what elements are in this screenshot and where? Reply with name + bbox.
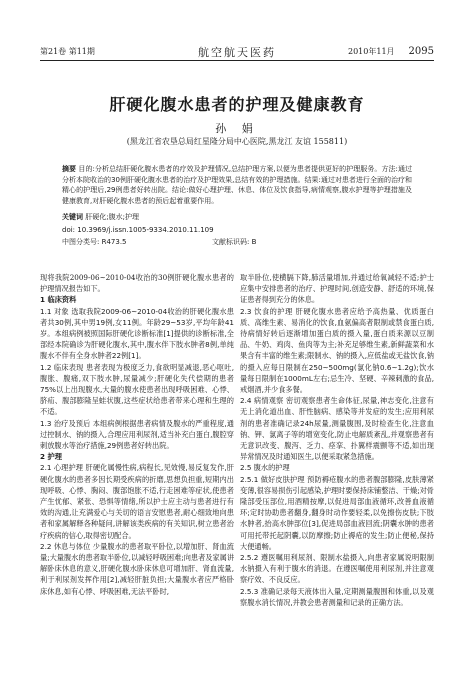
clc-label: 中图分类号: [62,238,100,246]
date-and-page [348,46,434,57]
paragraph: 取半卧位,使横膈下降,肺活量增加,并通过给氧减轻不适;护士应集中安排患者的治疗、护理时间,创造安静、舒适的环境,保证患者得到充分的休息。 [240,273,434,305]
paragraph: 2.1 心理护理 肝硬化属慢性病,病程长,见效慢,易反复发作,肝硬化腹水的患者多因长期受疾病的折磨,思想负担重,短期内出现呼吸、心悸、胸闷、腹部饱胀不适,行走困难等症状,使患者产生忧郁、紧张、恐惧等情绪,所以护士应主动与患者进行有效的沟通,让充满爱心与关切的语言安慰患者,耐心细致地向患者和家属解释各种疑问,讲解该类疾病的有关知识,树立患者治疗疾病的信心,取得密切配合。 [40,463,234,540]
author-affiliation: (黑龙江省农垦总局红星隆分局中心医院,黑龙江 友谊 155811) [126,137,348,146]
doc-code-label: 文献标识码: [212,238,250,246]
doc-code-value: B [251,238,257,246]
journal-name: 航空航天医药 [198,46,276,59]
body-column-left [40,272,234,597]
paragraph: 2.5.2 遵医嘱用利尿剂、限制水盐摄入,向患者家属说明限制水钠摄入有利于腹水的消退。在遵医嘱使用利尿剂,并注意观察疗效、不良反应。 [240,553,434,585]
doi-label: doi: [62,226,76,234]
article-title: 肝硬化腹水患者的护理及健康教育 [109,95,365,114]
paragraph: 2.3 饮食的护理 肝硬化腹水患者应给予高热量、优质蛋白质、高维生素、易消化的饮食,血氨偏高者限制或禁食蛋白质,待病情好转后逐渐增加蛋白质的摄入量,蛋白质来源以豆制品、牛奶、鸡肉、鱼肉等为主;补充足够维生素,新鲜蔬菜和水果含有丰富的维生素;限制水、钠的摄入,应低盐或无盐饮食,钠的摄入应每日限制在250~500mg(氯化钠0.6~1.2g);饮水量每日限制在1000mL左右;忌生冷、坚硬、辛辣刺激的食品,戒烟酒,并少食多餐。 [240,306,434,395]
page-number: 2095 [408,46,434,57]
section-heading: 1 临床资料 [40,295,77,305]
paragraph: 2.4 病情观察 密切观察患者生命体征,尿量,神志变化,注意有无上消化道出血、肝性脑病、感染等并发症的发生;应用利尿剂的患者准确记录24h尿量,测量腹围,及时检查生化,注意血钠、钾、氯离子等的增宽变化,防止电解质紊乱,并观察患者有无意识改变、腹泻、乏力、痉挛、扑翼样震颤等不适,如出现异常情况及时通知医生,以便采取紧急措施。 [240,396,434,462]
body-column-right [240,272,434,608]
paragraph: 2.5.1 做好皮肤护理 预防褥疮腹水的患者腹部膨隆,皮肤薄紧变薄,很容易损伤引起感染,护理时要保持床铺整洁、干燥;对骨隆部受压部位,用酒精按摩,以促进局部血液循环,改善血液循环;定时协助患者翻身,翻身时动作要轻柔,以免擦伤皮肤;下肢水肿者,抬高水肿部位[3],促进局部血液回流;阴囊水肿的患者可用托带托起阴囊,以防摩擦;防止褥疮的发生;防止便秘,保持大便通畅。 [240,474,434,551]
paragraph: 2.5 腹水的护理 [240,463,290,473]
keywords [62,212,139,222]
issue-date: 2010年11月 [348,47,395,56]
abstract-text: 目的:分析总结肝硬化腹水患者的疗效及护理情况,总结护理方案,以便为患者提供更好的护理服务。方法:通过分析本院收治的30例肝硬化腹水患者的治疗及护理效果,总结有效的护理措施。结果:通过对患者进行全面的治疗和精心的护理后,29例患者好转出院。结论:做好心理护理、休息、体位及饮食指导,病情观察,腹水护理等护理措施及健康教育,对肝硬化腹水患者的预后起着重要作用。 [62,165,413,205]
abstract [62,164,412,206]
paragraph: 1.2 临床表现 患者表现为极度乏力,食欲明显减退,恶心呕吐,腹胀、腹痛,双下肢水肿,尿量减少;肝硬化失代偿期的患者75%以上出现腹水,大量的腹水使患者出现呼吸困难、心悸、脐疝、腹部膨隆呈蛙状腹,这些症状给患者带来心理和生理的不适。 [40,362,234,417]
doi-value: 10.3969/j.issn.1005-9334.2010.11.109 [77,226,214,234]
paragraph: 2.2 休息与体位 少量腹水的患者取平卧位,以增加肝、肾血流量;大量腹水的患者取半卧位,以减轻呼吸困难;向患者及家属讲解卧床休息的意义,肝硬化腹水卧床休息可增加肝、肾血流量,利于利尿剂发挥作用[2],减轻肝脏负担;大量腹水者应严格卧床休息,如有心悸、呼吸困难,无法平卧时, [40,541,235,596]
header-rule [40,60,434,61]
volume-issue: 第21卷 第11期 [40,47,95,56]
keywords-label: 关键词 [62,213,83,221]
keywords-text: 肝硬化;腹水;护理 [85,213,139,221]
article-metadata [62,224,412,248]
author-name: 孙 娟 [215,122,259,135]
doc-code [212,236,256,248]
abstract-label: 摘要 [62,165,77,173]
section-heading: 2 护理 [40,452,62,462]
clc-value: R473.5 [101,238,127,246]
paragraph: 1.1 对象 选取我院2009-06~2010-04收治的肝硬化腹水患者共30例,其中男19例,女11例。年龄29~53岁,平均年龄41岁。本组病例被照国际肝硬化诊断标准[1]提供的诊断标准,全部经本院确诊为肝硬化腹水,其中,腹水伴下肢水肿者8例,单纯腹水不伴有全身水肿者22例[1]。 [40,306,234,361]
paragraph: 2.5.3 准确记录每天液体出入量,定期测量腹围和体重,以及观察腹水消长情况,并教会患者测量和记录的正确方法。 [240,586,434,607]
running-header [40,44,434,58]
paragraph: 现将我院2009-06~2010-04收治的30例肝硬化腹水患者的护理情况报告如下。 [40,273,234,294]
paragraph: 1.3 治疗及预后 本组病例根据患者病情及腹水的严重程度,通过控制水、钠的摄入,合理应用利尿剂,适当补充白蛋白,腹腔穿刺放腹水等治疗措施,29例患者好转出院。 [40,418,234,451]
